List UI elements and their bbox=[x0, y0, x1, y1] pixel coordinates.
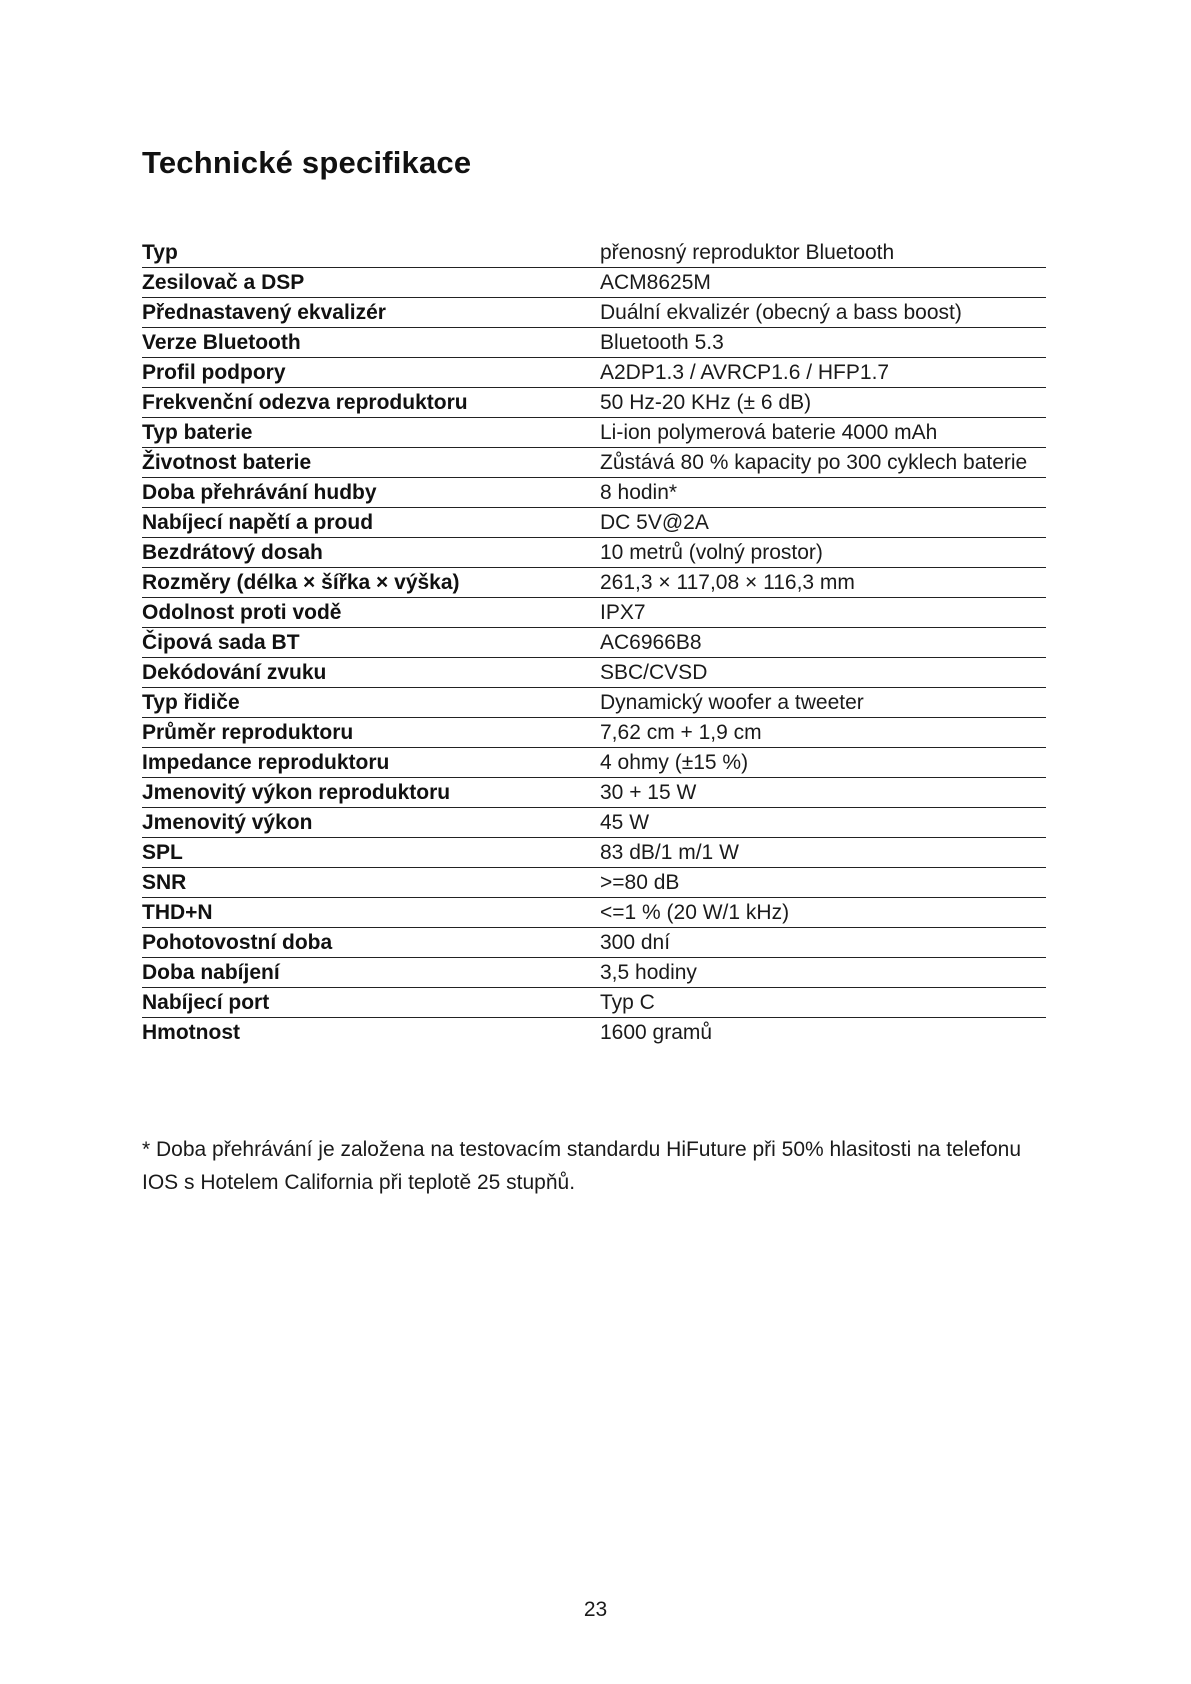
spec-value: AC6966B8 bbox=[600, 631, 702, 654]
spec-row bbox=[142, 298, 1046, 328]
spec-value: 261,3 × 117,08 × 116,3 mm bbox=[600, 571, 855, 594]
spec-value: Typ C bbox=[600, 991, 655, 1014]
spec-value: 1600 gramů bbox=[600, 1021, 713, 1044]
spec-label: Přednastavený ekvalizér bbox=[142, 301, 386, 324]
spec-label: Odolnost proti vodě bbox=[142, 601, 342, 624]
spec-row bbox=[142, 268, 1046, 298]
spec-row bbox=[142, 508, 1046, 538]
spec-label: Typ řidiče bbox=[142, 691, 240, 714]
spec-row bbox=[142, 1018, 1046, 1048]
footnote: * Doba přehrávání je založena na testovacím standardu HiFuture při 50% hlasitosti na telefonu IOS s Hotelem California při teplotě 25 stupňů. bbox=[142, 1138, 1022, 1194]
spec-label: Doba nabíjení bbox=[142, 961, 280, 984]
spec-value: 30 + 15 W bbox=[600, 781, 697, 804]
spec-table bbox=[142, 238, 1046, 1047]
spec-row bbox=[142, 448, 1046, 478]
spec-label: Rozměry (délka × šířka × výška) bbox=[142, 571, 460, 594]
spec-value: 83 dB/1 m/1 W bbox=[600, 841, 739, 864]
spec-label: Bezdrátový dosah bbox=[142, 541, 323, 564]
spec-value: 50 Hz-20 KHz (± 6 dB) bbox=[600, 391, 812, 414]
spec-value: DC 5V@2A bbox=[600, 511, 709, 534]
spec-row bbox=[142, 598, 1046, 628]
spec-row bbox=[142, 388, 1046, 418]
spec-label: Profil podpory bbox=[142, 361, 286, 384]
spec-value: Duální ekvalizér (obecný a bass boost) bbox=[600, 301, 962, 324]
spec-label: SNR bbox=[142, 871, 187, 894]
spec-value: 3,5 hodiny bbox=[600, 961, 697, 984]
spec-label: SPL bbox=[142, 841, 183, 864]
spec-value: 300 dní bbox=[600, 931, 671, 954]
spec-value: Li-ion polymerová baterie 4000 mAh bbox=[600, 421, 938, 444]
spec-row bbox=[142, 538, 1046, 568]
spec-label: Nabíjecí napětí a proud bbox=[142, 511, 374, 534]
spec-row bbox=[142, 808, 1046, 838]
spec-label: Průměr reproduktoru bbox=[142, 721, 354, 744]
spec-label: Verze Bluetooth bbox=[142, 331, 301, 354]
spec-value: Bluetooth 5.3 bbox=[600, 331, 724, 354]
spec-label: Doba přehrávání hudby bbox=[142, 481, 377, 504]
spec-label: Hmotnost bbox=[142, 1021, 240, 1044]
spec-row bbox=[142, 778, 1046, 808]
spec-row bbox=[142, 358, 1046, 388]
spec-value: 8 hodin* bbox=[600, 481, 678, 504]
spec-row bbox=[142, 658, 1046, 688]
spec-value: 45 W bbox=[600, 811, 650, 834]
spec-label: Nabíjecí port bbox=[142, 991, 270, 1014]
spec-value: IPX7 bbox=[600, 601, 646, 624]
spec-label: Jmenovitý výkon reproduktoru bbox=[142, 781, 451, 804]
spec-row bbox=[142, 568, 1046, 598]
spec-label: Jmenovitý výkon bbox=[142, 811, 313, 834]
spec-table-body bbox=[142, 238, 1046, 1047]
spec-row bbox=[142, 628, 1046, 658]
spec-row bbox=[142, 478, 1046, 508]
spec-row bbox=[142, 868, 1046, 898]
spec-row bbox=[142, 688, 1046, 718]
spec-value: Zůstává 80 % kapacity po 300 cyklech baterie bbox=[600, 451, 1028, 474]
spec-label: Typ baterie bbox=[142, 421, 253, 444]
spec-row bbox=[142, 238, 1046, 268]
spec-value: Dynamický woofer a tweeter bbox=[600, 691, 864, 714]
spec-label: THD+N bbox=[142, 901, 213, 924]
spec-label: Frekvenční odezva reproduktoru bbox=[142, 391, 468, 414]
spec-label: Zesilovač a DSP bbox=[142, 271, 305, 294]
spec-label: Pohotovostní doba bbox=[142, 931, 333, 954]
spec-value: 10 metrů (volný prostor) bbox=[600, 541, 823, 564]
spec-row bbox=[142, 988, 1046, 1018]
spec-value: >=80 dB bbox=[600, 871, 680, 894]
spec-row bbox=[142, 898, 1046, 928]
spec-label: Životnost baterie bbox=[142, 451, 312, 474]
spec-label: Čipová sada BT bbox=[142, 631, 300, 654]
spec-value: 7,62 cm + 1,9 cm bbox=[600, 721, 762, 744]
spec-value: <=1 % (20 W/1 kHz) bbox=[600, 901, 790, 924]
spec-label: Impedance reproduktoru bbox=[142, 751, 390, 774]
spec-row bbox=[142, 328, 1046, 358]
spec-row bbox=[142, 928, 1046, 958]
spec-label: Dekódování zvuku bbox=[142, 661, 327, 684]
spec-row bbox=[142, 418, 1046, 448]
spec-value: 4 ohmy (±15 %) bbox=[600, 751, 749, 774]
spec-row bbox=[142, 958, 1046, 988]
spec-row bbox=[142, 748, 1046, 778]
spec-value: A2DP1.3 / AVRCP1.6 / HFP1.7 bbox=[600, 361, 890, 384]
page-number: 23 bbox=[583, 1598, 608, 1621]
spec-value: ACM8625M bbox=[600, 271, 711, 294]
spec-value: přenosný reproduktor Bluetooth bbox=[600, 241, 895, 264]
page-title: Technické specifikace bbox=[142, 145, 472, 180]
spec-label: Typ bbox=[142, 241, 178, 264]
spec-row bbox=[142, 718, 1046, 748]
spec-row bbox=[142, 838, 1046, 868]
spec-value: SBC/CVSD bbox=[600, 661, 708, 684]
